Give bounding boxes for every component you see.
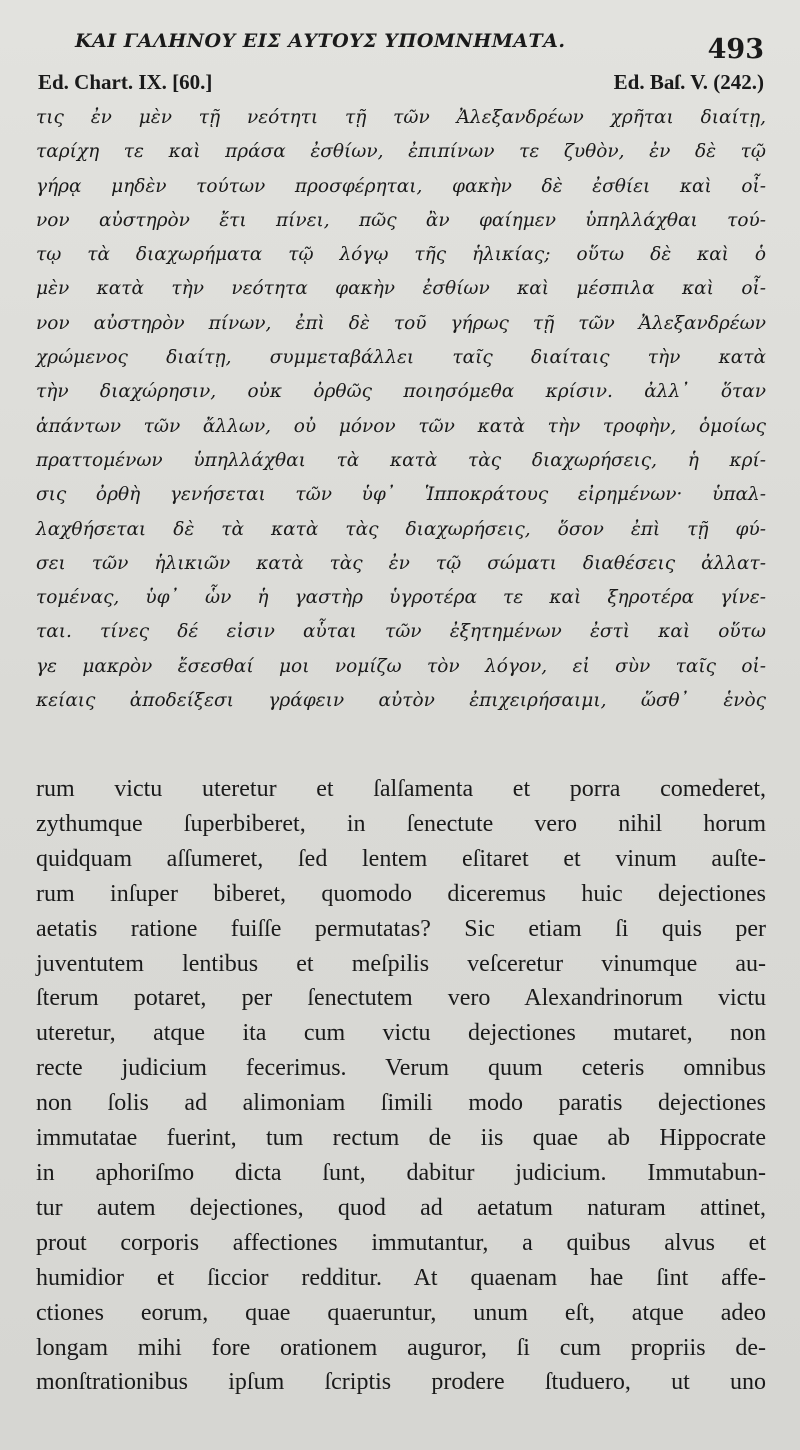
- latin-line: in aphoriſmo dicta ſunt, dabitur judicium. Immutabun-: [36, 1159, 766, 1186]
- greek-text-block: [36, 101, 766, 718]
- greek-line: ται. τίνες δέ εἰσιν αὗται τῶν ἐξητημένων ἐστὶ καὶ οὕτω: [36, 621, 766, 643]
- greek-line: μὲν κατὰ τὴν νεότητα φακὴν ἐσθίων καὶ μέσπιλα καὶ οἶ-: [36, 278, 766, 300]
- greek-line: νον αὐστηρὸν πίνων, ἐπὶ δὲ τοῦ γήρως τῇ τῶν Ἀλεξανδρέων: [36, 312, 766, 334]
- latin-line: rum inſuper biberet, quomodo diceremus huic dejectiones: [36, 880, 766, 907]
- latin-line: prout corporis affectiones immutantur, a quibus alvus et: [36, 1229, 766, 1256]
- latin-line: tur autem dejectiones, quod ad aetatum naturam attinet,: [36, 1194, 766, 1221]
- latin-line: recte judicium fecerimus. Verum quum ceteris omnibus: [36, 1055, 766, 1082]
- latin-line: immutatae fuerint, tum rectum de iis quae ab Hippocrate: [36, 1125, 766, 1152]
- greek-line: χρώμενος διαίτῃ, συμμεταβάλλει ταῖς διαίταις τὴν κατὰ: [36, 347, 766, 369]
- greek-line: ἁπάντων τῶν ἄλλων, οὐ μόνον τῶν κατὰ τὴν τροφὴν, ὁμοίως: [36, 415, 766, 437]
- latin-line: non ſolis ad alimoniam ſimili modo paratis dejectiones: [36, 1090, 766, 1117]
- edition-references: [38, 70, 764, 95]
- greek-line: πραττομένων ὑπηλλάχθαι τὰ κατὰ τὰς διαχωρήσεις, ἡ κρί-: [36, 449, 766, 471]
- greek-line: τομένας, ὑφ᾽ ὧν ἡ γαστὴρ ὑγροτέρα τε καὶ ξηροτέρα γίνε-: [36, 587, 766, 609]
- latin-line: ſterum potaret, per ſenectutem vero Alexandrinorum victu: [36, 985, 766, 1012]
- latin-line: uteretur, atque ita cum victu dejectiones mutaret, non: [36, 1020, 766, 1047]
- running-title: ΚΑΙ ΓΑΛΗΝΟΥ ΕΙΣ ΑΥΤΟΥΣ ΥΠΟΜΝΗΜΑΤΑ.: [75, 30, 566, 52]
- greek-line: λαχθήσεται δὲ τὰ κατὰ τὰς διαχωρήσεις, ὅσον ἐπὶ τῇ φύ-: [36, 518, 766, 540]
- latin-line: longam mihi fore orationem auguror, ſi cum propriis de-: [36, 1334, 766, 1361]
- latin-text-block: [36, 772, 766, 1400]
- latin-line: juventutem lentibus et meſpilis veſceretur vinumque au-: [36, 950, 766, 977]
- latin-line: humidior et ſiccior redditur. At quaenam hae ſint affe-: [36, 1264, 766, 1291]
- greek-line: τις ἐν μὲν τῇ νεότητι τῇ τῶν Ἀλεξανδρέων χρῆται διαίτῃ,: [36, 107, 766, 128]
- latin-line: monſtrationibus ipſum ſcriptis prodere ſtuduero, ut uno: [36, 1369, 766, 1396]
- edition-chartier: Ed. Chart. IX. [60.]: [38, 70, 213, 94]
- greek-line: τῳ τὰ διαχωρήματα τῷ λόγῳ τῆς ἡλικίας; οὕτω δὲ καὶ ὁ: [36, 244, 766, 266]
- greek-line: γε μακρὸν ἔσεσθαί μοι νομίζω τὸν λόγον, εἰ σὺν ταῖς οἰ-: [36, 655, 766, 677]
- page-number: 493: [707, 34, 764, 65]
- greek-line: νον αὐστηρὸν ἔτι πίνει, πῶς ἂν φαίημεν ὑπηλλάχθαι τού-: [36, 209, 766, 231]
- latin-line: ctiones eorum, quae quaeruntur, unum eſt, atque adeo: [36, 1299, 766, 1326]
- edition-basel: Ed. Baſ. V. (242.): [613, 70, 764, 94]
- greek-line: γήρᾳ μηδὲν τούτων προσφέρηται, φακὴν δὲ ἐσθίει καὶ οἶ-: [36, 175, 766, 197]
- latin-line: aetatis ratione fuiſſe permutatas? Sic etiam ſi quis per: [36, 915, 766, 942]
- greek-line: σις ὀρθὴ γενήσεται τῶν ὑφ᾽ Ἱπποκράτους εἰρημένων· ὑπαλ-: [36, 484, 766, 506]
- latin-line: rum victu uteretur et ſalſamenta et porra comederet,: [36, 776, 766, 802]
- latin-line: zythumque ſuperbiberet, in ſenectute vero nihil horum: [36, 810, 766, 837]
- greek-line: ταρίχη τε καὶ πράσα ἐσθίων, ἐπιπίνων τε ζυθὸν, ἐν δὲ τῷ: [36, 141, 766, 163]
- latin-line: quidquam aſſumeret, ſed lentem eſitaret et vinum auſte-: [36, 845, 766, 872]
- greek-line: τὴν διαχώρησιν, οὐκ ὀρθῶς ποιησόμεθα κρίσιν. ἀλλ᾽ ὅταν: [36, 381, 766, 403]
- greek-line: κείαις ἀποδείξεσι γράφειν αὐτὸν ἐπιχειρήσαιμι, ὥσθ᾽ ἑνὸς: [36, 690, 766, 712]
- greek-line: σει τῶν ἡλικιῶν κατὰ τὰς ἐν τῷ σώματι διαθέσεις ἀλλατ-: [36, 552, 766, 574]
